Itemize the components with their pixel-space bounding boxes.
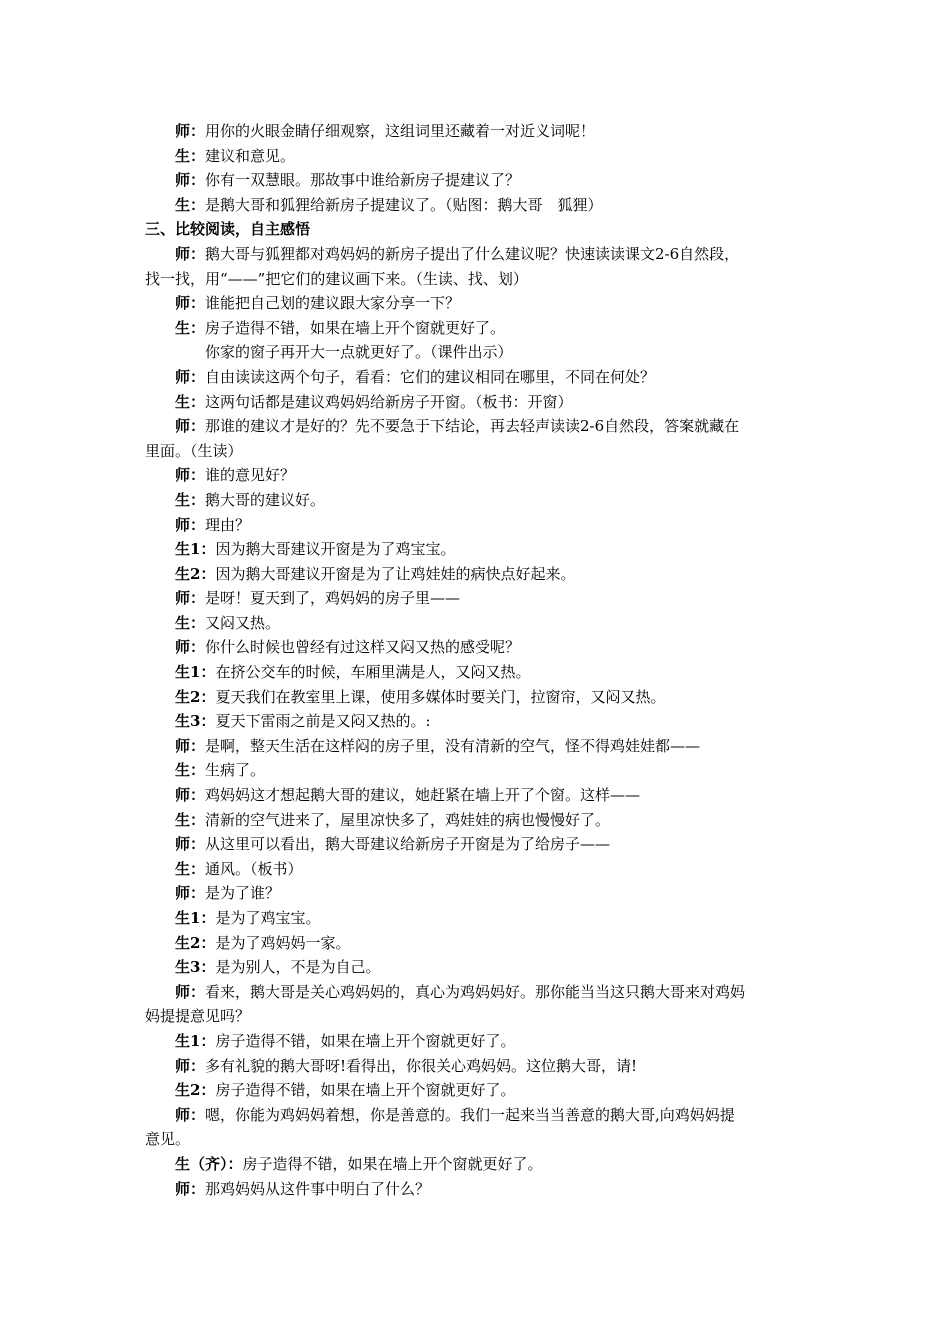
dialogue-line (145, 193, 810, 218)
dialogue-text: 是呀！夏天到了，鸡妈妈的房子里—— (205, 589, 461, 608)
dialogue-text: 鹅大哥与狐狸都对鸡妈妈的新房子提出了什么建议呢？快速读读课文2-6自然段， (205, 244, 740, 263)
dialogue-line (145, 906, 810, 931)
dialogue-line (145, 955, 810, 980)
speaker-label: 师： (175, 294, 206, 313)
speaker-label: 师： (175, 1179, 206, 1198)
speaker-label: 生： (175, 613, 206, 632)
speaker-label: 师： (175, 786, 206, 805)
dialogue-text: 这两句话都是建议鸡妈妈给新房子开窗。（板书：开窗） (205, 392, 573, 411)
dialogue-line (145, 857, 810, 882)
dialogue-text: 是为了谁？ (205, 884, 281, 903)
speaker-label: 师： (175, 367, 206, 386)
dialogue-line (145, 931, 810, 956)
dialogue-line (145, 734, 810, 759)
dialogue-line (145, 611, 810, 636)
speaker-label: 生： (175, 859, 206, 878)
speaker-label: 师： (175, 982, 206, 1001)
dialogue-text: 理由？ (205, 515, 251, 534)
dialogue-line (145, 881, 810, 906)
dialogue-text: 房子造得不错，如果在墙上开个窗就更好了。 (242, 1154, 543, 1173)
dialogue-text: 你什么时候也曾经有过这样又闷又热的感受呢？ (205, 638, 521, 657)
speaker-label: 生1： (175, 540, 216, 559)
dialogue-line (145, 365, 810, 390)
dialogue-text: 嗯，你能为鸡妈妈着想，你是善意的。我们一起来当当善意的鹅大哥,向鸡妈妈提 (205, 1105, 735, 1124)
dialogue-line (145, 1054, 810, 1079)
dialogue-line (145, 709, 810, 734)
dialogue-text: 夏天我们在教室里上课，使用多媒体时要关门，拉窗帘，又闷又热。 (215, 687, 666, 706)
dialogue-text: 因为鹅大哥建议开窗是为了鸡宝宝。 (215, 540, 456, 559)
dialogue-text: 你有一双慧眼。那故事中谁给新房子提建议了？ (205, 171, 521, 190)
dialogue-text: 从这里可以看出，鹅大哥建议给新房子开窗是为了给房子—— (205, 835, 611, 854)
section-heading: 三、比较阅读，自主感悟 (145, 220, 311, 239)
speaker-label: 师： (175, 515, 206, 534)
dialogue-line (145, 291, 810, 316)
dialogue-text: 房子造得不错，如果在墙上开个窗就更好了。 (205, 318, 506, 337)
speaker-label: 生2： (175, 564, 216, 583)
dialogue-text: 那鸡妈妈从这件事中明白了什么？ (205, 1179, 431, 1198)
dialogue-line (145, 242, 810, 267)
speaker-label: 生2： (175, 933, 216, 952)
speaker-label: 生1： (175, 909, 216, 927)
dialogue-line (145, 414, 810, 439)
dialogue-text: 房子造得不错，如果在墙上开个窗就更好了。 (215, 1031, 516, 1050)
dialogue-line (145, 119, 810, 144)
dialogue-text: 是鹅大哥和狐狸给新房子提建议了。（贴图：鹅大哥 狐狸） (205, 195, 603, 214)
speaker-label: 师： (175, 122, 206, 140)
speaker-label: 师： (175, 244, 206, 263)
speaker-label: 师： (175, 1056, 206, 1075)
dialogue-line (145, 562, 810, 587)
speaker-label: 生1： (175, 663, 216, 682)
dialogue-text: 谁的意见好？ (205, 466, 296, 485)
speaker-label: 生： (175, 761, 206, 780)
dialogue-wrap-line: 意见。 (145, 1130, 191, 1149)
speaker-label: 生： (175, 392, 206, 411)
speaker-label: 生1： (175, 1031, 216, 1050)
dialogue-text: 是为了鸡妈妈一家。 (215, 933, 351, 952)
speaker-label: 师： (175, 884, 206, 903)
speaker-label: 生： (175, 318, 206, 337)
dialogue-line (145, 1103, 810, 1128)
dialogue-wrap-line: 妈提提意见吗？ (145, 1007, 251, 1026)
dialogue-text: 在挤公交车的时候，车厢里满是人，又闷又热。 (215, 663, 531, 682)
dialogue-line (145, 586, 810, 611)
dialogue-text: 鹅大哥的建议好。 (205, 490, 326, 509)
speaker-label: 师： (175, 736, 206, 755)
dialogue-line (145, 1029, 810, 1054)
dialogue-line (145, 488, 810, 513)
dialogue-line (145, 144, 810, 169)
dialogue-wrap-line: 里面。（生读） (145, 441, 243, 460)
dialogue-line (145, 635, 810, 660)
dialogue-line (145, 390, 810, 415)
dialogue-line (145, 1177, 810, 1202)
dialogue-text: 是啊，整天生活在这样闷的房子里，没有清新的空气，怪不得鸡娃娃都—— (205, 736, 701, 755)
dialogue-text: 那谁的建议才是好的？先不要急于下结论，再去轻声读读2-6自然段，答案就藏在 (205, 417, 740, 436)
dialogue-text: 多有礼貌的鹅大哥呀!看得出，你很关心鸡妈妈。这位鹅大哥，请! (205, 1056, 638, 1075)
lesson-transcript (145, 119, 810, 1201)
dialogue-line (145, 1152, 810, 1177)
dialogue-line (145, 980, 810, 1005)
dialogue-line (145, 808, 810, 833)
speaker-label: 生3： (175, 958, 216, 977)
dialogue-line (145, 758, 810, 783)
dialogue-text: 清新的空气进来了，屋里凉快多了，鸡娃娃的病也慢慢好了。 (205, 810, 611, 829)
speaker-label: 师： (175, 417, 206, 436)
dialogue-line (145, 783, 810, 808)
dialogue-text: 建议和意见。 (205, 146, 296, 165)
dialogue-text: 夏天下雷雨之前是又闷又热的。: (215, 712, 431, 731)
speaker-label: 师： (175, 835, 206, 854)
dialogue-wrap-line: 找一找，用“——”把它们的建议画下来。（生读、找、划） (145, 269, 528, 288)
dialogue-line (145, 685, 810, 710)
speaker-label: 师： (175, 1105, 206, 1124)
speaker-label: 师： (175, 171, 206, 190)
speaker-label: 生2： (175, 687, 216, 706)
speaker-label: 生： (175, 490, 206, 509)
speaker-label: 师： (175, 638, 206, 657)
dialogue-line (145, 660, 810, 685)
dialogue-continuation: 你家的窗子再开大一点就更好了。（课件出示） (205, 343, 513, 362)
dialogue-line (145, 832, 810, 857)
dialogue-line (145, 316, 810, 341)
speaker-label: 生： (175, 810, 206, 829)
speaker-label: 生： (175, 146, 206, 165)
dialogue-text: 房子造得不错，如果在墙上开个窗就更好了。 (215, 1081, 516, 1100)
dialogue-line (145, 1078, 810, 1103)
dialogue-text: 用你的火眼金睛仔细观察，这组词里还藏着一对近义词呢！ (205, 122, 596, 140)
speaker-label: 生（齐）： (175, 1154, 243, 1173)
dialogue-text: 生病了。 (205, 761, 266, 780)
dialogue-line (145, 463, 810, 488)
dialogue-text: 通风。（板书） (205, 859, 303, 878)
dialogue-text: 看来，鹅大哥是关心鸡妈妈的，真心为鸡妈妈好。那你能当当这只鹅大哥来对鸡妈 (205, 982, 746, 1001)
dialogue-line (145, 168, 810, 193)
dialogue-text: 谁能把自己划的建议跟大家分享一下？ (205, 294, 461, 313)
speaker-label: 生3： (175, 712, 216, 731)
dialogue-text: 鸡妈妈这才想起鹅大哥的建议，她赶紧在墙上开了个窗。这样—— (205, 786, 641, 805)
speaker-label: 师： (175, 466, 206, 485)
dialogue-line (145, 513, 810, 538)
dialogue-text: 因为鹅大哥建议开窗是为了让鸡娃娃的病快点好起来。 (215, 564, 576, 583)
speaker-label: 生： (175, 195, 206, 214)
speaker-label: 生2： (175, 1081, 216, 1100)
dialogue-text: 是为了鸡宝宝。 (215, 909, 321, 927)
dialogue-text: 自由读读这两个句子，看看：它们的建议相同在哪里，不同在何处？ (205, 367, 656, 386)
dialogue-text: 是为别人，不是为自己。 (215, 958, 381, 977)
speaker-label: 师： (175, 589, 206, 608)
dialogue-line (145, 537, 810, 562)
dialogue-text: 又闷又热。 (205, 613, 281, 632)
